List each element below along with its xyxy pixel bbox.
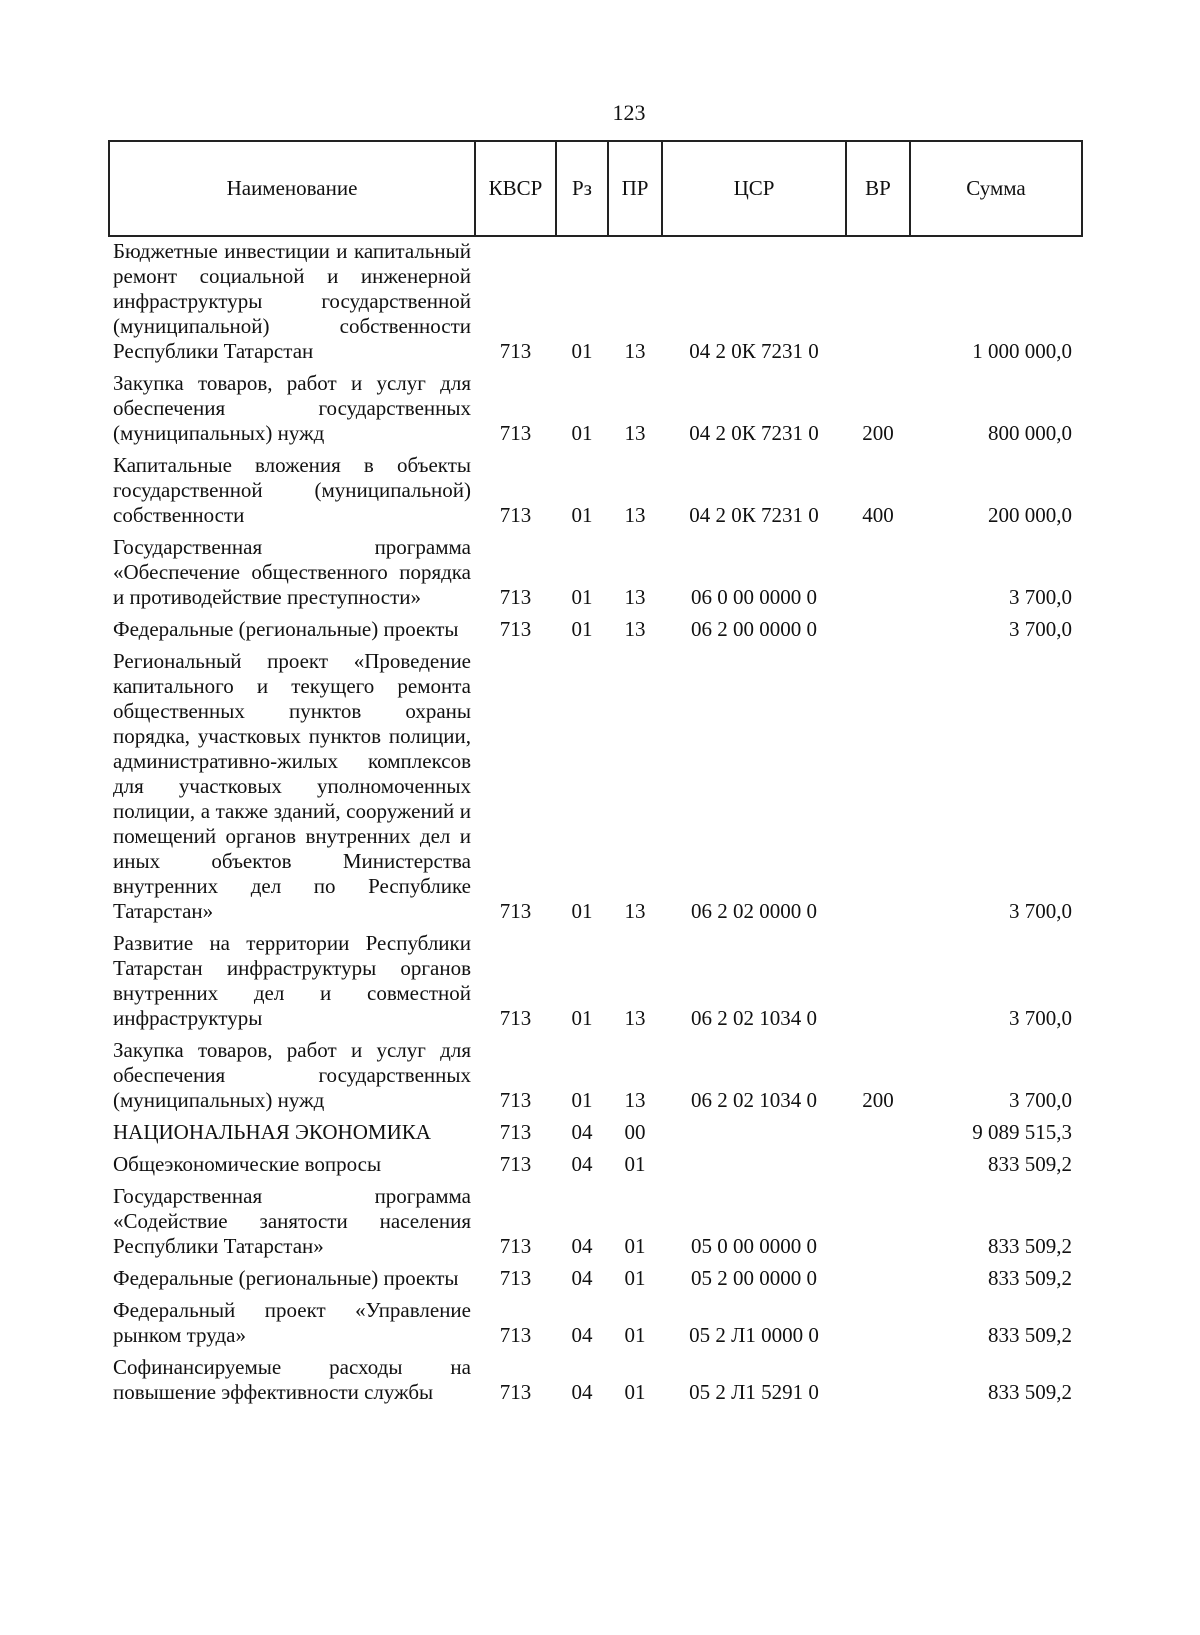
- row-vr: 200: [862, 1088, 894, 1112]
- table-row: [109, 1294, 1082, 1351]
- row-pr: 00: [624, 1120, 646, 1144]
- row-kvsr: 713: [499, 899, 532, 923]
- row-pr: 01: [624, 1152, 646, 1176]
- table-row: [109, 645, 1082, 927]
- row-pr: 13: [624, 421, 646, 445]
- row-csr: 06 2 02 0000 0: [691, 899, 817, 923]
- row-pr: 01: [624, 1234, 646, 1258]
- row-sum: 833 509,2: [988, 1323, 1072, 1347]
- row-rz: 04: [571, 1380, 593, 1404]
- row-sum: 833 509,2: [988, 1266, 1072, 1290]
- table-row: [109, 1262, 1082, 1294]
- row-sum: 200 000,0: [988, 503, 1072, 527]
- row-pr: 13: [624, 503, 646, 527]
- row-sum: 3 700,0: [1009, 617, 1072, 641]
- row-rz: 01: [571, 617, 593, 641]
- row-kvsr: 713: [499, 1088, 532, 1112]
- table-row: [109, 1180, 1082, 1262]
- page-number: 123: [612, 100, 646, 125]
- row-csr: 06 2 00 0000 0: [691, 617, 817, 641]
- row-vr: 200: [862, 421, 894, 445]
- row-sum: 833 509,2: [988, 1152, 1072, 1176]
- row-kvsr: 713: [499, 339, 532, 363]
- row-rz: 01: [571, 421, 593, 445]
- row-name: Капитальные вложения в объекты государственной (муниципальной) собственности: [113, 453, 471, 527]
- row-rz: 04: [571, 1152, 593, 1176]
- row-rz: 04: [571, 1234, 593, 1258]
- row-csr: 06 2 02 1034 0: [691, 1088, 817, 1112]
- row-name: Закупка товаров, работ и услуг для обеспечения государственных (муниципальных) нужд: [113, 1038, 471, 1112]
- row-kvsr: 713: [499, 1266, 532, 1290]
- row-sum: 1 000 000,0: [972, 339, 1072, 363]
- row-pr: 13: [624, 585, 646, 609]
- row-sum: 833 509,2: [988, 1380, 1072, 1404]
- header-vr: ВР: [846, 141, 910, 236]
- row-kvsr: 713: [499, 1323, 532, 1347]
- row-pr: 01: [624, 1323, 646, 1347]
- row-sum: 9 089 515,3: [972, 1120, 1072, 1144]
- row-kvsr: 713: [499, 1120, 532, 1144]
- table-row: [109, 927, 1082, 1034]
- row-csr: 06 0 00 0000 0: [691, 585, 817, 609]
- row-csr: 04 2 0К 7231 0: [689, 339, 819, 363]
- table-body: [109, 236, 1082, 1408]
- row-kvsr: 713: [499, 503, 532, 527]
- header-name: Наименование: [109, 141, 475, 236]
- row-sum: 3 700,0: [1009, 1006, 1072, 1030]
- table-row: [109, 613, 1082, 645]
- row-csr: 06 2 02 1034 0: [691, 1006, 817, 1030]
- row-name: Федеральный проект «Управление рынком труда»: [113, 1298, 471, 1347]
- row-csr: 05 2 00 0000 0: [691, 1266, 817, 1290]
- row-vr: [846, 1180, 910, 1262]
- row-kvsr: 713: [499, 421, 532, 445]
- row-rz: 01: [571, 1006, 593, 1030]
- row-pr: 01: [624, 1380, 646, 1404]
- table-row: [109, 1148, 1082, 1180]
- row-sum: 3 700,0: [1009, 585, 1072, 609]
- row-name: Федеральные (региональные) проекты: [113, 1266, 459, 1290]
- row-name: Федеральные (региональные) проекты: [113, 617, 459, 641]
- row-pr: 13: [624, 617, 646, 641]
- header-pr: ПР: [608, 141, 662, 236]
- row-csr: 05 0 00 0000 0: [691, 1234, 817, 1258]
- row-vr: [846, 1351, 910, 1408]
- table-row: [109, 531, 1082, 613]
- row-csr: 04 2 0К 7231 0: [689, 421, 819, 445]
- row-rz: 01: [571, 339, 593, 363]
- row-pr: 13: [624, 1006, 646, 1030]
- row-kvsr: 713: [499, 617, 532, 641]
- row-vr: 400: [862, 503, 894, 527]
- row-name: Региональный проект «Проведение капитального и текущего ремонта общественных пунктов охраны порядка, участковых пунктов полиции, административно-жилых комплексов для участковых уполномоченных полиции, а также зданий, сооружений и помещений органов внутренних дел и иных объектов Министерства внутренних дел по Республике Татарстан»: [113, 649, 471, 923]
- row-rz: 04: [571, 1266, 593, 1290]
- row-kvsr: 713: [499, 585, 532, 609]
- row-rz: 01: [571, 585, 593, 609]
- row-vr: [846, 1262, 910, 1294]
- row-name: Бюджетные инвестиции и капитальный ремонт социальной и инженерной инфраструктуры государственной (муниципальной) собственности Республики Татарстан: [113, 239, 471, 363]
- row-vr: [846, 1116, 910, 1148]
- row-kvsr: 713: [499, 1380, 532, 1404]
- row-sum: 3 700,0: [1009, 1088, 1072, 1112]
- row-pr: 13: [624, 339, 646, 363]
- header-kvsr: КВСР: [475, 141, 556, 236]
- table-row: [109, 236, 1082, 367]
- row-pr: 01: [624, 1266, 646, 1290]
- row-rz: 01: [571, 899, 593, 923]
- row-rz: 04: [571, 1120, 593, 1144]
- row-rz: 04: [571, 1323, 593, 1347]
- row-name: Государственная программа «Содействие занятости населения Республики Татарстан»: [113, 1184, 471, 1258]
- row-rz: 01: [571, 1088, 593, 1112]
- row-vr: [846, 531, 910, 613]
- row-csr: 04 2 0К 7231 0: [689, 503, 819, 527]
- header-sum: Сумма: [910, 141, 1082, 236]
- table-header-row: [109, 141, 1082, 236]
- row-vr: [846, 1294, 910, 1351]
- row-name: НАЦИОНАЛЬНАЯ ЭКОНОМИКА: [113, 1120, 431, 1144]
- budget-table: [108, 140, 1083, 1408]
- row-vr: [846, 236, 910, 367]
- row-vr: [846, 1148, 910, 1180]
- row-name: Закупка товаров, работ и услуг для обеспечения государственных (муниципальных) нужд: [113, 371, 471, 445]
- row-name: Софинансируемые расходы на повышение эффективности службы: [113, 1355, 471, 1404]
- row-vr: [846, 927, 910, 1034]
- row-sum: 833 509,2: [988, 1234, 1072, 1258]
- row-csr: [662, 1148, 846, 1180]
- row-rz: 01: [571, 503, 593, 527]
- table-row: [109, 449, 1082, 531]
- row-kvsr: 713: [499, 1234, 532, 1258]
- row-sum: 800 000,0: [988, 421, 1072, 445]
- table-row: [109, 367, 1082, 449]
- header-rz: Рз: [556, 141, 608, 236]
- row-name: Развитие на территории Республики Татарстан инфраструктуры органов внутренних дел и совместной инфраструктуры: [113, 931, 471, 1030]
- row-pr: 13: [624, 1088, 646, 1112]
- row-vr: [846, 645, 910, 927]
- row-vr: [846, 613, 910, 645]
- table-row: [109, 1351, 1082, 1408]
- row-csr: 05 2 Л1 0000 0: [689, 1323, 819, 1347]
- row-sum: 3 700,0: [1009, 899, 1072, 923]
- row-csr: 05 2 Л1 5291 0: [689, 1380, 819, 1404]
- row-name: Государственная программа «Обеспечение общественного порядка и противодействие преступности»: [113, 535, 471, 609]
- row-kvsr: 713: [499, 1006, 532, 1030]
- row-name: Общеэкономические вопросы: [113, 1152, 382, 1176]
- table-row: [109, 1116, 1082, 1148]
- row-pr: 13: [624, 899, 646, 923]
- header-csr: ЦСР: [662, 141, 846, 236]
- table-row: [109, 1034, 1082, 1116]
- row-kvsr: 713: [499, 1152, 532, 1176]
- row-csr: [662, 1116, 846, 1148]
